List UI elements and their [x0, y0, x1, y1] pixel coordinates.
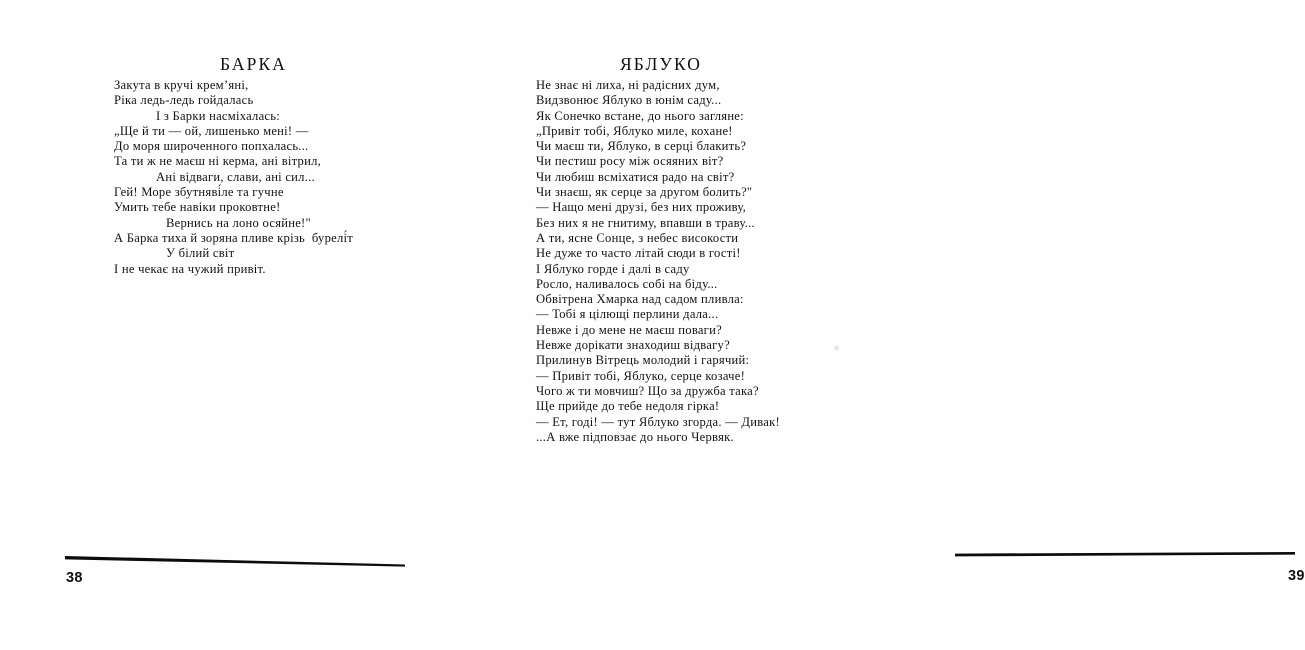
verse-line: Ще прийде до тебе недоля гірка!	[536, 399, 720, 414]
verse-line: Не дуже то часто літай сюди в гості!	[536, 246, 741, 261]
verse-line: Чи маєш ти, Яблуко, в серці блакить?	[536, 139, 747, 154]
verse-line: І Яблуко горде і далі в саду	[536, 261, 690, 276]
verse-line: „Привіт тобі, Яблуко миле, кохане!	[536, 123, 733, 138]
verse-line: Як Сонечко встане, до нього загляне:	[536, 108, 744, 123]
verse-line: Чи пестиш росу між осяяних віт?	[536, 154, 724, 169]
verse-line: — Нащо мені друзі, без них проживу,	[536, 200, 747, 215]
verse-line: До моря широченного попхалась...	[114, 139, 309, 154]
verse-line: А Барка тиха й зоряна пливе крізь бурелі́т	[114, 230, 353, 245]
left-poem-body	[114, 78, 353, 277]
verse-line: Та ти ж не маєш ні керма, ані вітрил,	[114, 154, 322, 169]
verse-line: Вернись на лоно осяйне!"	[166, 215, 311, 230]
verse-line: Умить тебе навіки проковтне!	[114, 200, 281, 215]
verse-line: Чи знаєш, як серце за другом болить?"	[536, 185, 753, 200]
verse-line: А ти, ясне Сонце, з небес високости	[536, 230, 739, 245]
verse-line: — Привіт тобі, Яблуко, серце козаче!	[536, 368, 746, 383]
left-poem-title: БАРКА	[220, 54, 287, 74]
right-poem-body	[536, 78, 780, 445]
verse-line: Видзвонює Яблуко в юнім саду...	[536, 93, 722, 108]
left-page-rule	[65, 556, 405, 570]
verse-line: — Ет, годі! — тут Яблуко згорда. — Дивак!	[536, 414, 780, 429]
verse-line: Гей! Море збутняві́ле та гучне	[114, 185, 284, 200]
verse-line: І з Барки насміхалась:	[156, 108, 281, 123]
verse-line: Прилинув Вітрець молодий і гарячий:	[536, 353, 750, 368]
verse-line: Не знає ні лиха, ні радісних дум,	[536, 78, 720, 92]
verse-line: Чого ж ти мовчиш? Що за дружба така?	[536, 383, 759, 398]
verse-line: Невже дорікати знаходиш відвагу?	[536, 338, 730, 353]
verse-line: Невже і до мене не маєш поваги?	[536, 322, 722, 337]
verse-line: Без них я не гнитиму, впавши в траву...	[536, 215, 755, 230]
verse-line: У білий світ	[166, 246, 235, 261]
right-page-rule	[955, 552, 1295, 566]
verse-line: ...А вже підповзає до нього Червяк.	[536, 429, 734, 444]
left-page	[0, 0, 450, 650]
verse-line: Ріка ледь-ледь гойдалась	[114, 93, 254, 108]
right-poem-title: ЯБЛУКО	[620, 54, 703, 74]
verse-line: Закута в кручі крем’яні,	[114, 78, 249, 92]
verse-line: — Тобі я цілющі перлини дала...	[536, 307, 719, 322]
verse-line: Обвітрена Хмарка над садом пливла:	[536, 292, 744, 307]
right-page-number: 39	[1288, 568, 1305, 584]
left-page-number: 38	[66, 570, 83, 586]
verse-line: Росло, наливалось собі на біду...	[536, 276, 718, 291]
verse-line: Ані відваги, слави, ані сил...	[156, 169, 315, 184]
verse-line: І не чекає на чужий привіт.	[114, 261, 266, 276]
verse-line: „Ще й ти — ой, лишенько мені! —	[114, 123, 309, 138]
right-page	[450, 0, 1305, 650]
verse-line: Чи любиш всміхатися радо на світ?	[536, 169, 735, 184]
scan-speck	[833, 345, 840, 351]
